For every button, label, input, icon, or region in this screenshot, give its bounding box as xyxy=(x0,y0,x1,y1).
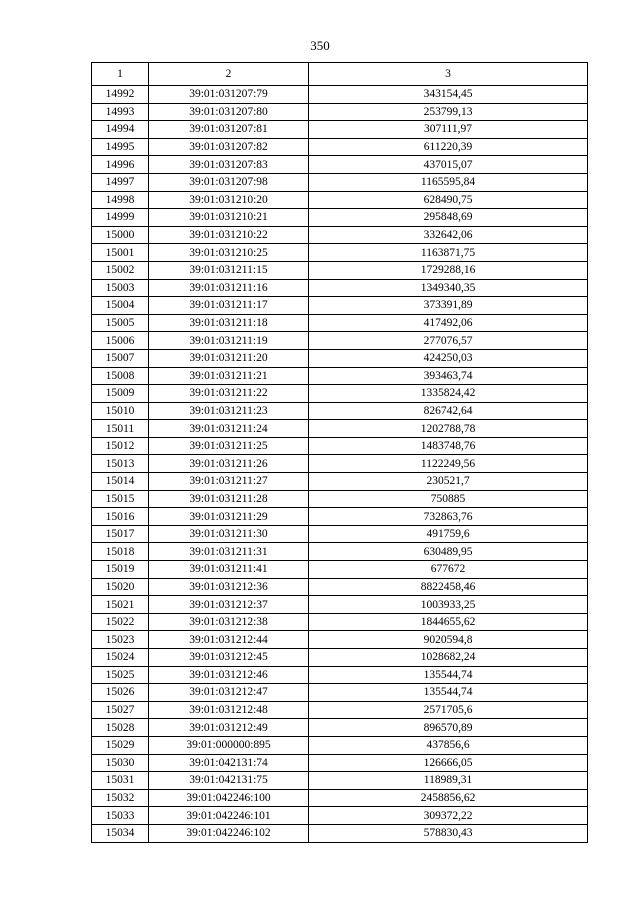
table-header-row xyxy=(92,63,588,86)
cell-row-number: 15029 xyxy=(92,736,149,754)
cell-cadastral-number: 39:01:042131:74 xyxy=(149,754,309,772)
cell-value: 1729288,16 xyxy=(309,261,588,279)
cell-cadastral-number: 39:01:031212:36 xyxy=(149,578,309,596)
cell-row-number: 15028 xyxy=(92,719,149,737)
cell-row-number: 14996 xyxy=(92,156,149,174)
table-row xyxy=(92,561,588,579)
cell-row-number: 15027 xyxy=(92,701,149,719)
cell-row-number: 15000 xyxy=(92,226,149,244)
cell-row-number: 14999 xyxy=(92,209,149,227)
table-row xyxy=(92,525,588,543)
cell-cadastral-number: 39:01:031212:45 xyxy=(149,649,309,667)
cell-value: 750885 xyxy=(309,490,588,508)
table-row xyxy=(92,420,588,438)
cell-value: 1122249,56 xyxy=(309,455,588,473)
table-row xyxy=(92,349,588,367)
cell-row-number: 15024 xyxy=(92,649,149,667)
table-row xyxy=(92,402,588,420)
table-row xyxy=(92,261,588,279)
cell-cadastral-number: 39:01:042246:101 xyxy=(149,807,309,825)
table-row xyxy=(92,736,588,754)
cell-value: 437856,6 xyxy=(309,736,588,754)
cell-row-number: 15005 xyxy=(92,314,149,332)
cell-row-number: 14998 xyxy=(92,191,149,209)
cell-value: 2458856,62 xyxy=(309,789,588,807)
cell-row-number: 15020 xyxy=(92,578,149,596)
cell-cadastral-number: 39:01:042246:100 xyxy=(149,789,309,807)
cell-row-number: 15003 xyxy=(92,279,149,297)
cell-cadastral-number: 39:01:031211:21 xyxy=(149,367,309,385)
cell-cadastral-number: 39:01:031211:16 xyxy=(149,279,309,297)
cell-row-number: 15032 xyxy=(92,789,149,807)
cell-cadastral-number: 39:01:042131:75 xyxy=(149,772,309,790)
table-row xyxy=(92,244,588,262)
cell-row-number: 15009 xyxy=(92,385,149,403)
cell-value: 393463,74 xyxy=(309,367,588,385)
column-header-number: 1 xyxy=(92,63,149,86)
cell-value: 309372,22 xyxy=(309,807,588,825)
cell-cadastral-number: 39:01:031210:20 xyxy=(149,191,309,209)
cell-cadastral-number: 39:01:031211:20 xyxy=(149,349,309,367)
cell-value: 437015,07 xyxy=(309,156,588,174)
cell-cadastral-number: 39:01:031210:21 xyxy=(149,209,309,227)
cell-value: 230521,7 xyxy=(309,473,588,491)
table-row xyxy=(92,191,588,209)
table-row xyxy=(92,631,588,649)
cell-row-number: 15030 xyxy=(92,754,149,772)
cell-value: 611220,39 xyxy=(309,138,588,156)
cell-row-number: 15031 xyxy=(92,772,149,790)
cell-value: 578830,43 xyxy=(309,824,588,842)
cell-cadastral-number: 39:01:031207:80 xyxy=(149,103,309,121)
cell-cadastral-number: 39:01:031211:24 xyxy=(149,420,309,438)
table-row xyxy=(92,209,588,227)
cell-cadastral-number: 39:01:031211:22 xyxy=(149,385,309,403)
table-row xyxy=(92,332,588,350)
table-row xyxy=(92,226,588,244)
table-row xyxy=(92,385,588,403)
cell-value: 332642,06 xyxy=(309,226,588,244)
cell-cadastral-number: 39:01:031211:23 xyxy=(149,402,309,420)
cell-cadastral-number: 39:01:031212:46 xyxy=(149,666,309,684)
table-row xyxy=(92,86,588,104)
cell-value: 135544,74 xyxy=(309,666,588,684)
cell-row-number: 15004 xyxy=(92,297,149,315)
cell-cadastral-number: 39:01:031207:83 xyxy=(149,156,309,174)
cell-row-number: 14995 xyxy=(92,138,149,156)
cell-cadastral-number: 39:01:031212:48 xyxy=(149,701,309,719)
table-row xyxy=(92,138,588,156)
cell-row-number: 15002 xyxy=(92,261,149,279)
cell-value: 826742,64 xyxy=(309,402,588,420)
cell-row-number: 15006 xyxy=(92,332,149,350)
table-row xyxy=(92,719,588,737)
cell-row-number: 15034 xyxy=(92,824,149,842)
table-row xyxy=(92,824,588,842)
table-row xyxy=(92,437,588,455)
cell-cadastral-number: 39:01:031211:28 xyxy=(149,490,309,508)
cell-value: 1028682,24 xyxy=(309,649,588,667)
cell-row-number: 15016 xyxy=(92,508,149,526)
cell-row-number: 15017 xyxy=(92,525,149,543)
cell-row-number: 15019 xyxy=(92,561,149,579)
table-row xyxy=(92,314,588,332)
cell-value: 1202788,78 xyxy=(309,420,588,438)
cell-cadastral-number: 39:01:031207:79 xyxy=(149,86,309,104)
table-row xyxy=(92,578,588,596)
cell-cadastral-number: 39:01:031211:26 xyxy=(149,455,309,473)
table-row xyxy=(92,613,588,631)
table-row xyxy=(92,807,588,825)
cell-value: 2571705,6 xyxy=(309,701,588,719)
cell-row-number: 14994 xyxy=(92,121,149,139)
cell-value: 135544,74 xyxy=(309,684,588,702)
cell-cadastral-number: 39:01:031211:27 xyxy=(149,473,309,491)
cell-cadastral-number: 39:01:031211:41 xyxy=(149,561,309,579)
cell-row-number: 15023 xyxy=(92,631,149,649)
cell-value: 307111,97 xyxy=(309,121,588,139)
cell-row-number: 14992 xyxy=(92,86,149,104)
cell-value: 1163871,75 xyxy=(309,244,588,262)
cell-row-number: 15001 xyxy=(92,244,149,262)
cell-cadastral-number: 39:01:031212:47 xyxy=(149,684,309,702)
table-row xyxy=(92,789,588,807)
table-row xyxy=(92,490,588,508)
table-row xyxy=(92,508,588,526)
cell-cadastral-number: 39:01:031212:44 xyxy=(149,631,309,649)
cell-value: 732863,76 xyxy=(309,508,588,526)
cell-value: 424250,03 xyxy=(309,349,588,367)
cell-value: 1003933,25 xyxy=(309,596,588,614)
cell-value: 896570,89 xyxy=(309,719,588,737)
table-row xyxy=(92,754,588,772)
cell-value: 417492,06 xyxy=(309,314,588,332)
cell-value: 126666,05 xyxy=(309,754,588,772)
cell-row-number: 15014 xyxy=(92,473,149,491)
cell-cadastral-number: 39:01:031211:18 xyxy=(149,314,309,332)
cell-value: 373391,89 xyxy=(309,297,588,315)
cell-value: 677672 xyxy=(309,561,588,579)
table-row xyxy=(92,279,588,297)
cell-row-number: 15013 xyxy=(92,455,149,473)
cell-value: 295848,69 xyxy=(309,209,588,227)
cell-value: 1335824,42 xyxy=(309,385,588,403)
cell-row-number: 14993 xyxy=(92,103,149,121)
cell-cadastral-number: 39:01:031211:29 xyxy=(149,508,309,526)
cell-value: 628490,75 xyxy=(309,191,588,209)
cell-row-number: 15015 xyxy=(92,490,149,508)
cell-value: 1165595,84 xyxy=(309,173,588,191)
cell-row-number: 14997 xyxy=(92,173,149,191)
table-row xyxy=(92,297,588,315)
table-row xyxy=(92,772,588,790)
cell-cadastral-number: 39:01:000000:895 xyxy=(149,736,309,754)
cell-row-number: 15018 xyxy=(92,543,149,561)
table-row xyxy=(92,156,588,174)
cell-cadastral-number: 39:01:031212:37 xyxy=(149,596,309,614)
cell-cadastral-number: 39:01:031212:49 xyxy=(149,719,309,737)
table-row xyxy=(92,701,588,719)
table-row xyxy=(92,103,588,121)
cell-value: 9020594,8 xyxy=(309,631,588,649)
table-row xyxy=(92,666,588,684)
cell-cadastral-number: 39:01:031212:38 xyxy=(149,613,309,631)
cell-value: 1349340,35 xyxy=(309,279,588,297)
cell-row-number: 15025 xyxy=(92,666,149,684)
cell-cadastral-number: 39:01:031210:22 xyxy=(149,226,309,244)
table-row xyxy=(92,455,588,473)
cell-row-number: 15033 xyxy=(92,807,149,825)
table-body xyxy=(92,86,588,843)
cell-cadastral-number: 39:01:031211:15 xyxy=(149,261,309,279)
cadastral-value-table xyxy=(91,62,588,843)
table-row xyxy=(92,367,588,385)
table-row xyxy=(92,173,588,191)
cell-value: 1844655,62 xyxy=(309,613,588,631)
cell-row-number: 15007 xyxy=(92,349,149,367)
cell-value: 630489,95 xyxy=(309,543,588,561)
cell-value: 1483748,76 xyxy=(309,437,588,455)
cell-value: 277076,57 xyxy=(309,332,588,350)
cell-cadastral-number: 39:01:031211:25 xyxy=(149,437,309,455)
cell-value: 118989,31 xyxy=(309,772,588,790)
cell-cadastral-number: 39:01:031211:30 xyxy=(149,525,309,543)
table-row xyxy=(92,596,588,614)
cell-cadastral-number: 39:01:042246:102 xyxy=(149,824,309,842)
cell-row-number: 15021 xyxy=(92,596,149,614)
cell-row-number: 15011 xyxy=(92,420,149,438)
cell-cadastral-number: 39:01:031211:17 xyxy=(149,297,309,315)
table-row xyxy=(92,473,588,491)
cell-value: 253799,13 xyxy=(309,103,588,121)
cell-row-number: 15010 xyxy=(92,402,149,420)
table-row xyxy=(92,121,588,139)
table-row xyxy=(92,684,588,702)
cell-row-number: 15026 xyxy=(92,684,149,702)
cell-cadastral-number: 39:01:031207:98 xyxy=(149,173,309,191)
column-header-cadastral-number: 2 xyxy=(149,63,309,86)
table-row xyxy=(92,543,588,561)
cell-row-number: 15008 xyxy=(92,367,149,385)
cell-value: 491759,6 xyxy=(309,525,588,543)
cell-value: 343154,45 xyxy=(309,86,588,104)
cell-value: 8822458,46 xyxy=(309,578,588,596)
cell-cadastral-number: 39:01:031210:25 xyxy=(149,244,309,262)
cell-cadastral-number: 39:01:031207:82 xyxy=(149,138,309,156)
cell-cadastral-number: 39:01:031211:19 xyxy=(149,332,309,350)
cell-row-number: 15022 xyxy=(92,613,149,631)
cell-cadastral-number: 39:01:031211:31 xyxy=(149,543,309,561)
table-row xyxy=(92,649,588,667)
cell-row-number: 15012 xyxy=(92,437,149,455)
page-number: 350 xyxy=(310,38,330,53)
cell-cadastral-number: 39:01:031207:81 xyxy=(149,121,309,139)
column-header-value: 3 xyxy=(309,63,588,86)
